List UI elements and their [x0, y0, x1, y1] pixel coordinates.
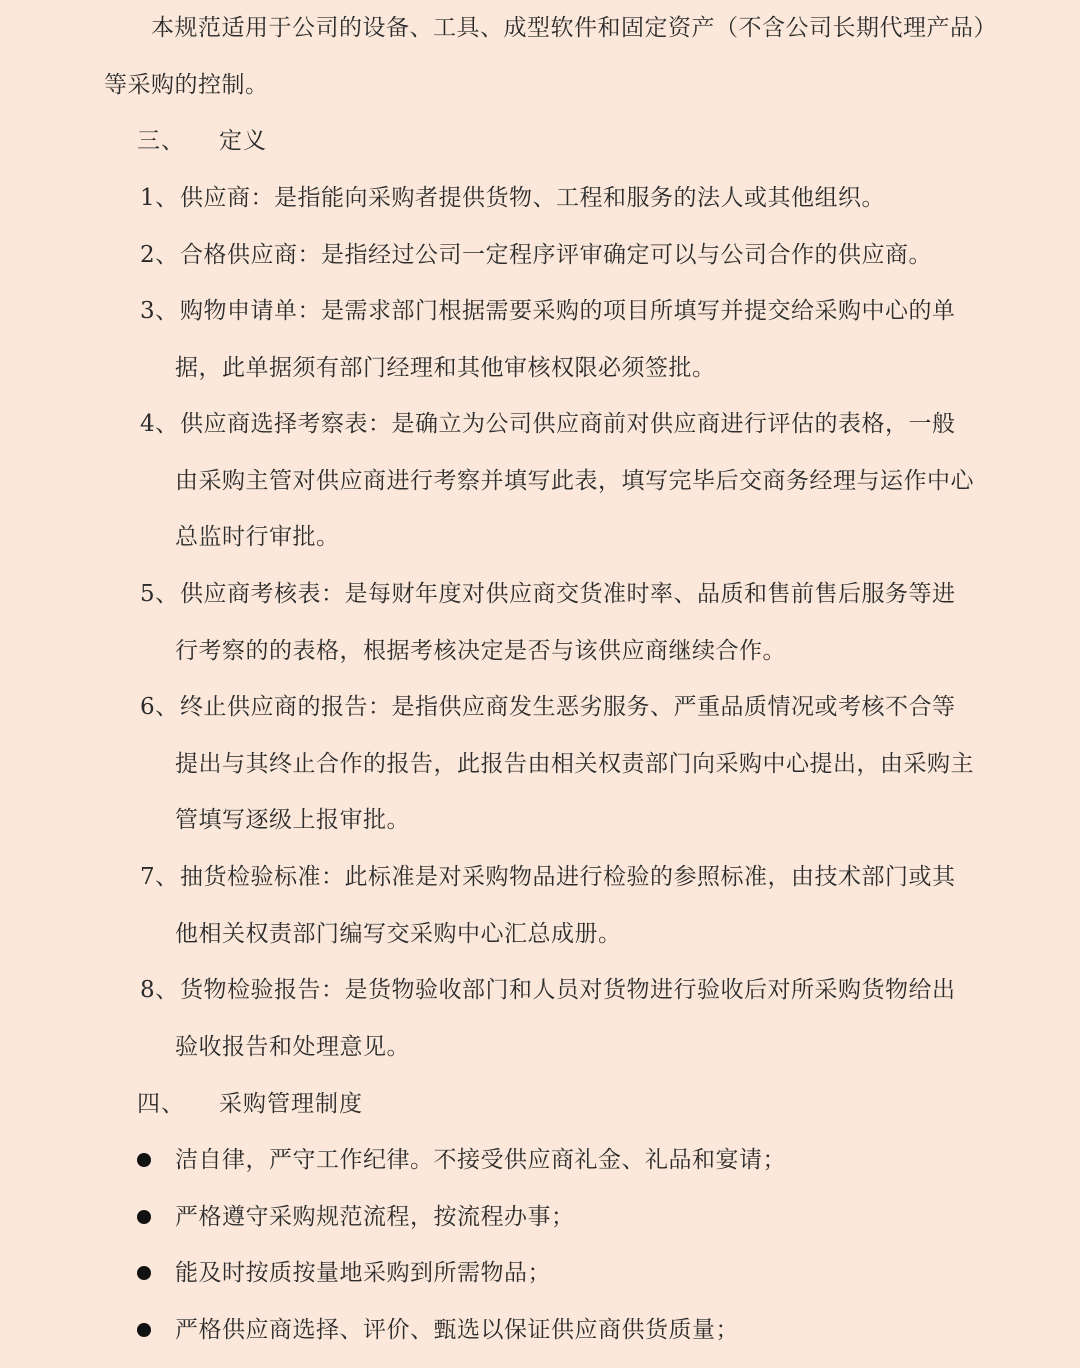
definition-text: 供应商选择考察表：是确立为公司供应商前对供应商进行评估的表格，一般	[180, 411, 956, 437]
definition-continuation: 验收报告和处理意见。	[175, 1034, 410, 1060]
definition-number: 5、	[140, 581, 179, 607]
definition-number: 3、	[140, 298, 179, 324]
intro-line-2: 等采购的控制。	[104, 72, 269, 98]
definition-item-1	[140, 183, 885, 213]
definition-text: 供应商：是指能向采购者提供货物、工程和服务的法人或其他组织。	[180, 185, 885, 211]
definition-text: 抽货检验标准：此标准是对采购物品进行检验的参照标准，由技术部门或其	[180, 864, 956, 890]
definition-number: 2、	[140, 242, 179, 268]
section-3-heading	[137, 126, 267, 156]
definition-continuation: 管填写逐级上报审批。	[175, 807, 410, 833]
definition-continuation: 总监时行审批。	[175, 524, 340, 550]
definition-item-4	[140, 409, 956, 439]
definition-item-8	[140, 975, 956, 1005]
bullet-icon	[137, 1210, 151, 1224]
section-3-number: 三、	[137, 128, 185, 154]
intro-line-1: 本规范适用于公司的设备、工具、成型软件和固定资产（不含公司长期代理产品）	[151, 15, 997, 41]
definition-continuation: 据，此单据须有部门经理和其他审核权限必须签批。	[175, 355, 716, 381]
section-3-title: 定义	[219, 128, 267, 154]
definition-text: 供应商考核表：是每财年度对供应商交货准时率、品质和售前售后服务等进	[180, 581, 956, 607]
section-4-heading	[137, 1089, 363, 1119]
definition-number: 8、	[140, 977, 179, 1003]
section-4-number: 四、	[137, 1091, 185, 1117]
definition-text: 货物检验报告：是货物验收部门和人员对货物进行验收后对所采购货物给出	[180, 977, 956, 1003]
definition-continuation: 行考察的的表格，根据考核决定是否与该供应商继续合作。	[175, 638, 786, 664]
definition-number: 4、	[140, 411, 179, 437]
definition-number: 6、	[140, 694, 179, 720]
bullet-icon	[137, 1153, 151, 1167]
section-4-title: 采购管理制度	[219, 1091, 363, 1117]
definition-number: 1、	[140, 185, 179, 211]
definition-number: 7、	[140, 864, 179, 890]
definition-continuation: 提出与其终止合作的报告，此报告由相关权责部门向采购中心提出，由采购主	[175, 751, 974, 777]
definition-item-3	[140, 296, 956, 326]
definition-continuation: 他相关权责部门编写交采购中心汇总成册。	[175, 921, 622, 947]
definition-text: 购物申请单：是需求部门根据需要采购的项目所填写并提交给采购中心的单	[180, 298, 956, 324]
bullet-icon	[137, 1323, 151, 1337]
bullet-item-4: 严格供应商选择、评价、甄选以保证供应商供货质量；	[175, 1317, 739, 1343]
bullet-icon	[137, 1266, 151, 1280]
bullet-item-3: 能及时按质按量地采购到所需物品；	[175, 1260, 551, 1286]
definition-item-2	[140, 240, 932, 270]
definition-continuation: 由采购主管对供应商进行考察并填写此表，填写完毕后交商务经理与运作中心	[175, 468, 974, 494]
bullet-item-1: 洁自律，严守工作纪律。不接受供应商礼金、礼品和宴请；	[175, 1147, 786, 1173]
definition-item-5	[140, 579, 956, 609]
definition-text: 终止供应商的报告：是指供应商发生恶劣服务、严重品质情况或考核不合等	[180, 694, 956, 720]
bullet-item-2: 严格遵守采购规范流程，按流程办事；	[175, 1204, 575, 1230]
definition-item-7	[140, 862, 956, 892]
definition-text: 合格供应商：是指经过公司一定程序评审确定可以与公司合作的供应商。	[180, 242, 932, 268]
definition-item-6	[140, 692, 956, 722]
